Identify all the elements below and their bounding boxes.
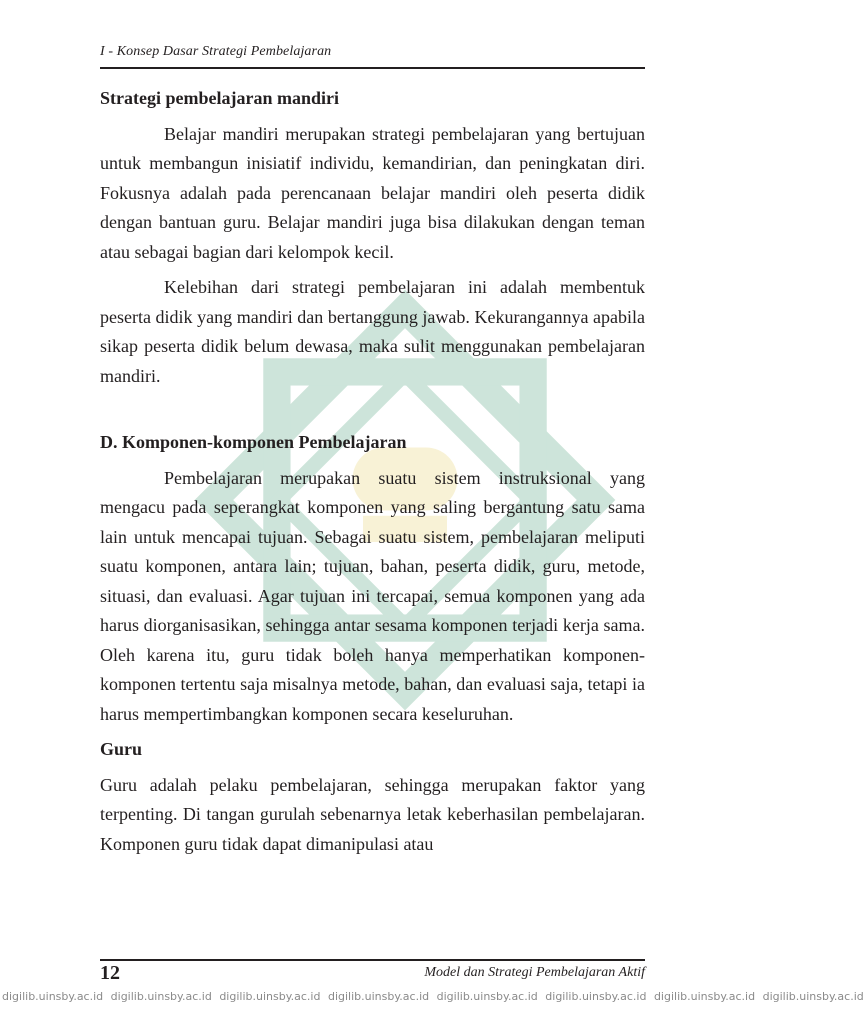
source-url: digilib.uinsby.ac.id: [2, 990, 104, 1003]
source-url: digilib.uinsby.ac.id: [110, 990, 212, 1003]
book-title: Model dan Strategi Pembelajaran Aktif: [424, 965, 645, 980]
source-url: digilib.uinsby.ac.id: [436, 990, 538, 1003]
footer-rule: [100, 959, 645, 961]
section-heading-komponen: D. Komponen-komponen Pembelajaran: [100, 432, 407, 452]
source-url: digilib.uinsby.ac.id: [762, 990, 864, 1003]
section-heading-strategi-mandiri: Strategi pembelajaran mandiri: [100, 88, 339, 108]
source-url: digilib.uinsby.ac.id: [327, 990, 430, 1003]
header-rule: [100, 67, 645, 69]
page-body: [100, 84, 645, 859]
running-head: I - Konsep Dasar Strategi Pembelajaran: [100, 44, 332, 59]
paragraph: Pembelajaran merupakan suatu sistem instruksional yang mengacu pada seperangkat komponen yang saling bergantung satu sama lain untuk mencapai tujuan. Sebagai suatu sistem, pembelajaran meliputi suatu komponen, antara lain; tujuan, bahan, peserta didik, guru, metode, situasi, dan evaluasi. Agar tujuan ini tercapai, semua komponen yang ada harus diorganisasikan, sehingga antar sesama komponen terjadi kerja sama. Oleh karena itu, guru tidak boleh hanya memperhatikan komponen-komponen tertentu saja misalnya metode, bahan, dan evaluasi saja, tetapi ia harus mempertimbangkan komponen secara keseluruhan.: [100, 467, 645, 724]
page-number: 12: [100, 962, 120, 984]
paragraph: Kelebihan dari strategi pembelajaran ini adalah membentuk peserta didik yang mandiri dan bertanggung jawab. Kekurangannya apabila sikap peserta didik belum dewasa, maka sulit menggunakan pembelajaran mandiri.: [100, 277, 645, 386]
source-url: digilib.uinsby.ac.id: [219, 990, 321, 1003]
paragraph: Guru adalah pelaku pembelajaran, sehingga merupakan faktor yang terpenting. Di tangan gurulah sebenarnya letak keberhasilan pembelajaran. Komponen guru tidak dapat dimanipulasi atau: [100, 774, 645, 854]
paragraph: Belajar mandiri merupakan strategi pembelajaran yang bertujuan untuk membangun inisiatif individu, kemandirian, dan peningkatan diri. Fokusnya adalah pada perencanaan belajar mandiri oleh peserta didik dengan bantuan guru. Belajar mandiri juga bisa dilakukan dengan teman atau sebagai bagian dari kelompok kecil.: [100, 123, 645, 262]
source-url: digilib.uinsby.ac.id: [545, 990, 647, 1003]
section-heading-guru: Guru: [100, 739, 143, 759]
source-strip: [0, 990, 864, 1003]
source-url: digilib.uinsby.ac.id: [653, 990, 756, 1003]
